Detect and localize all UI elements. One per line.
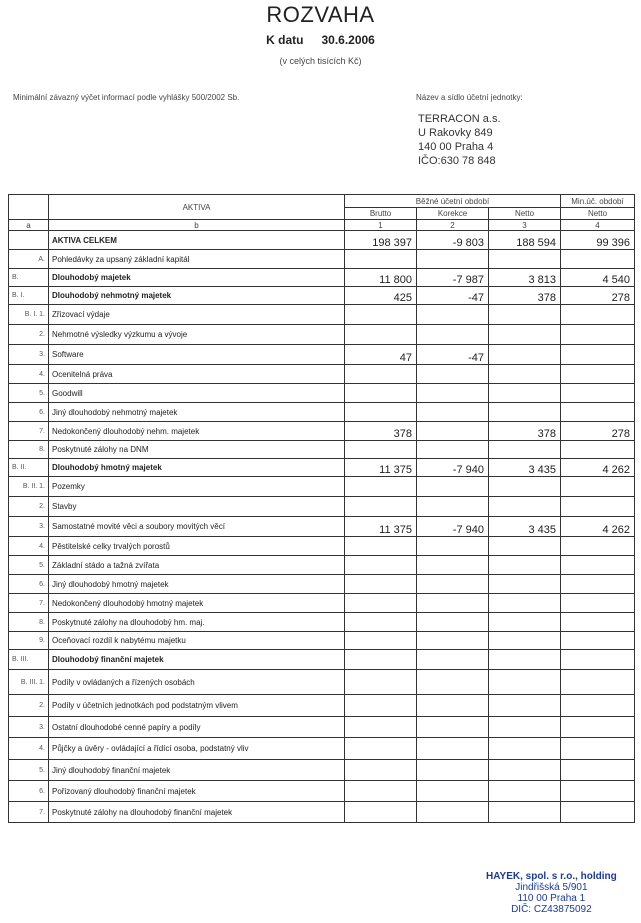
row-netto: [489, 403, 561, 422]
table-row: [9, 250, 635, 269]
row-korekce: [417, 594, 489, 613]
table-row: [9, 802, 635, 823]
row-netto: [489, 632, 561, 650]
row-label: Poskytnuté zálohy na dlouhodobý hm. maj.: [49, 613, 345, 632]
row-label: Nehmotné výsledky výzkumu a vývoje: [49, 325, 345, 345]
row-brutto: [345, 695, 417, 717]
row-netto-prev: [561, 305, 635, 325]
row-label: Pěstitelské celky trvalých porostů: [49, 537, 345, 556]
header-col-2: 2: [417, 220, 489, 231]
row-korekce: [417, 477, 489, 497]
row-korekce: [417, 497, 489, 517]
header-korekce: Korekce: [417, 208, 489, 220]
row-netto-prev: [561, 695, 635, 717]
row-netto-prev: 4 262: [561, 459, 635, 477]
table-row: [9, 594, 635, 613]
row-code: 3.: [9, 717, 49, 738]
row-korekce: [417, 738, 489, 760]
row-brutto: [345, 305, 417, 325]
row-netto-prev: [561, 632, 635, 650]
row-korekce: [417, 537, 489, 556]
row-code: 6.: [9, 403, 49, 422]
stamp-line-1: HAYEK, spol. s r.o., holding: [486, 871, 617, 882]
row-korekce: -7 940: [417, 517, 489, 537]
row-netto-prev: [561, 497, 635, 517]
row-netto-prev: 4 540: [561, 269, 635, 287]
row-code: 7.: [9, 422, 49, 441]
table-row: [9, 287, 635, 305]
row-netto-prev: 278: [561, 422, 635, 441]
row-label: Oceňovací rozdíl k nabytému majetku: [49, 632, 345, 650]
row-netto-prev: 4 262: [561, 517, 635, 537]
header-col-b: b: [49, 220, 345, 231]
row-code: 7.: [9, 594, 49, 613]
header-previous-period: Min.úč. období: [561, 195, 635, 208]
row-brutto: [345, 403, 417, 422]
row-netto-prev: [561, 738, 635, 760]
table-row: [9, 738, 635, 760]
row-korekce: [417, 717, 489, 738]
row-netto: [489, 305, 561, 325]
company-stamp: [486, 871, 617, 915]
table-row: [9, 384, 635, 403]
row-brutto: [345, 556, 417, 575]
row-label: Jiný dlouhodobý finanční majetek: [49, 760, 345, 781]
row-label: AKTIVA CELKEM: [49, 231, 345, 250]
row-brutto: [345, 537, 417, 556]
table-row: [9, 497, 635, 517]
row-netto-prev: 278: [561, 287, 635, 305]
row-netto: [489, 384, 561, 403]
row-netto-prev: [561, 650, 635, 670]
row-netto: [489, 760, 561, 781]
row-brutto: 378: [345, 422, 417, 441]
row-brutto: [345, 497, 417, 517]
row-netto: [489, 537, 561, 556]
row-code: 3.: [9, 345, 49, 365]
row-label: Software: [49, 345, 345, 365]
row-netto-prev: [561, 345, 635, 365]
row-korekce: [417, 305, 489, 325]
row-label: Pohledávky za upsaný základní kapitál: [49, 250, 345, 269]
stamp-line-4: DIČ: CZ43875092: [511, 904, 592, 915]
row-korekce: [417, 403, 489, 422]
row-netto: [489, 695, 561, 717]
table-row: [9, 477, 635, 497]
row-brutto: [345, 613, 417, 632]
row-brutto: [345, 594, 417, 613]
table-header-row-3: [9, 220, 635, 231]
row-code: 3.: [9, 517, 49, 537]
table-row: [9, 670, 635, 695]
row-brutto: [345, 325, 417, 345]
header-aktiva: AKTIVA: [49, 195, 345, 220]
row-brutto: [345, 738, 417, 760]
row-netto: [489, 594, 561, 613]
table-body: [9, 231, 635, 823]
row-korekce: [417, 760, 489, 781]
header-col-a: a: [9, 220, 49, 231]
row-netto: [489, 556, 561, 575]
row-brutto: [345, 802, 417, 823]
row-netto: 378: [489, 287, 561, 305]
row-label: Základní stádo a tažná zvířata: [49, 556, 345, 575]
row-brutto: [345, 760, 417, 781]
row-korekce: [417, 613, 489, 632]
row-netto-prev: [561, 760, 635, 781]
row-netto-prev: [561, 403, 635, 422]
row-code: 2.: [9, 497, 49, 517]
row-korekce: [417, 441, 489, 459]
row-label: Jiný dlouhodobý nehmotný majetek: [49, 403, 345, 422]
header-col-3: 3: [489, 220, 561, 231]
row-code: B. III. 1.: [9, 670, 49, 695]
row-netto: [489, 613, 561, 632]
row-netto-prev: [561, 717, 635, 738]
row-netto: [489, 250, 561, 269]
row-code: B. III.: [9, 650, 49, 670]
row-label: Poskytnuté zálohy na DNM: [49, 441, 345, 459]
row-netto-prev: [561, 556, 635, 575]
row-korekce: [417, 802, 489, 823]
row-korekce: [417, 325, 489, 345]
table-row: [9, 632, 635, 650]
row-korekce: [417, 556, 489, 575]
row-brutto: [345, 365, 417, 384]
table-row: [9, 556, 635, 575]
row-netto-prev: [561, 384, 635, 403]
row-netto: [489, 497, 561, 517]
row-code: B.: [9, 269, 49, 287]
row-code: 4.: [9, 738, 49, 760]
date-value: 30.6.2006: [321, 33, 375, 47]
table-row: [9, 760, 635, 781]
row-code: B. I.: [9, 287, 49, 305]
row-label: Dlouhodobý hmotný majetek: [49, 459, 345, 477]
row-brutto: 198 397: [345, 231, 417, 250]
header-col-1: 1: [345, 220, 417, 231]
row-label: Zřizovací výdaje: [49, 305, 345, 325]
row-brutto: [345, 632, 417, 650]
row-label: Půjčky a úvěry - ovládající a řídící osoba, podstatný vliv: [49, 738, 345, 760]
row-code: 8.: [9, 613, 49, 632]
document-title: ROZVAHA: [266, 2, 375, 27]
row-code: B. I. 1.: [9, 305, 49, 325]
row-code: 5.: [9, 760, 49, 781]
row-netto-prev: [561, 802, 635, 823]
row-netto-prev: [561, 670, 635, 695]
row-netto-prev: [561, 441, 635, 459]
row-korekce: [417, 250, 489, 269]
row-label: Ocenitelná práva: [49, 365, 345, 384]
row-korekce: [417, 650, 489, 670]
row-code: 7.: [9, 802, 49, 823]
row-brutto: [345, 650, 417, 670]
row-korekce: [417, 695, 489, 717]
row-netto: [489, 477, 561, 497]
row-netto-prev: [561, 477, 635, 497]
balance-sheet-table: [8, 194, 635, 823]
row-label: Stavby: [49, 497, 345, 517]
row-korekce: [417, 575, 489, 594]
row-netto: [489, 802, 561, 823]
units-note: (v celých tisících Kč): [279, 56, 362, 66]
row-korekce: -47: [417, 345, 489, 365]
row-label: Samostatné movité věci a soubory movitých věcí: [49, 517, 345, 537]
row-brutto: 425: [345, 287, 417, 305]
row-netto: [489, 738, 561, 760]
table-header-row-1: [9, 195, 635, 208]
table-row: [9, 575, 635, 594]
table-row: [9, 695, 635, 717]
row-code: 9.: [9, 632, 49, 650]
row-label: Podíly v ovládaných a řízených osobách: [49, 670, 345, 695]
row-netto-prev: [561, 537, 635, 556]
table-row: [9, 441, 635, 459]
row-korekce: [417, 632, 489, 650]
company-city: 140 00 Praha 4: [418, 141, 494, 153]
row-korekce: -7 987: [417, 269, 489, 287]
table-row: [9, 269, 635, 287]
table-row: [9, 325, 635, 345]
row-brutto: [345, 441, 417, 459]
header-col-4: 4: [561, 220, 635, 231]
company-ico: IČO:630 78 848: [418, 155, 496, 167]
row-korekce: -47: [417, 287, 489, 305]
row-netto: [489, 345, 561, 365]
header-current-period: Běžné účetní období: [345, 195, 561, 208]
row-netto: [489, 717, 561, 738]
row-netto-prev: [561, 781, 635, 802]
row-korekce: [417, 384, 489, 403]
row-code: 8.: [9, 441, 49, 459]
row-netto: [489, 441, 561, 459]
row-brutto: 11 375: [345, 459, 417, 477]
header-netto-prev: Netto: [561, 208, 635, 220]
row-korekce: [417, 670, 489, 695]
row-netto: 3 435: [489, 517, 561, 537]
table-row: [9, 717, 635, 738]
header-netto: Netto: [489, 208, 561, 220]
row-korekce: [417, 781, 489, 802]
row-netto-prev: [561, 325, 635, 345]
row-code: 6.: [9, 781, 49, 802]
row-netto: 3 813: [489, 269, 561, 287]
row-korekce: -9 803: [417, 231, 489, 250]
row-code: 2.: [9, 695, 49, 717]
row-netto-prev: [561, 250, 635, 269]
row-netto: [489, 325, 561, 345]
table-row: [9, 422, 635, 441]
row-code: 4.: [9, 537, 49, 556]
table-row: [9, 650, 635, 670]
row-brutto: [345, 477, 417, 497]
row-brutto: [345, 384, 417, 403]
table-row: [9, 459, 635, 477]
row-brutto: 47: [345, 345, 417, 365]
row-korekce: [417, 365, 489, 384]
legal-basis-note: Minimální závazný výčet informací podle vyhlášky 500/2002 Sb.: [13, 93, 240, 102]
row-label: Dlouhodobý finanční majetek: [49, 650, 345, 670]
table-row: [9, 365, 635, 384]
row-brutto: [345, 575, 417, 594]
row-brutto: [345, 250, 417, 269]
row-netto: [489, 365, 561, 384]
row-korekce: [417, 422, 489, 441]
stamp-line-3: 110 00 Praha 1: [517, 893, 586, 904]
balance-date: [0, 33, 641, 47]
row-netto-prev: [561, 575, 635, 594]
row-code: A.: [9, 250, 49, 269]
row-label: Nedokončený dlouhodobý nehm. majetek: [49, 422, 345, 441]
company-street: U Rakovky 849: [418, 127, 493, 139]
row-code: 2.: [9, 325, 49, 345]
row-netto: [489, 781, 561, 802]
table-row: [9, 231, 635, 250]
row-netto: 378: [489, 422, 561, 441]
row-brutto: [345, 781, 417, 802]
row-brutto: 11 375: [345, 517, 417, 537]
row-label: Goodwill: [49, 384, 345, 403]
row-label: Poskytnuté zálohy na dlouhodobý finanční majetek: [49, 802, 345, 823]
row-netto: [489, 670, 561, 695]
row-code: 4.: [9, 365, 49, 384]
row-netto-prev: [561, 365, 635, 384]
company-name: TERRACON a.s.: [418, 113, 501, 125]
row-code: 6.: [9, 575, 49, 594]
row-label: Nedokončený dlouhodobý hmotný majetek: [49, 594, 345, 613]
row-label: Dlouhodobý nehmotný majetek: [49, 287, 345, 305]
stamp-line-2: Jindřišská 5/901: [515, 882, 588, 893]
row-netto-prev: [561, 613, 635, 632]
row-label: Pořizovaný dlouhodobý finanční majetek: [49, 781, 345, 802]
table-row: [9, 781, 635, 802]
row-label: Pozemky: [49, 477, 345, 497]
table-row: [9, 517, 635, 537]
table-row: [9, 305, 635, 325]
header-col-a-top: [9, 195, 49, 220]
row-label: Dlouhodobý majetek: [49, 269, 345, 287]
company-address: [418, 112, 501, 168]
row-korekce: -7 940: [417, 459, 489, 477]
row-brutto: [345, 670, 417, 695]
table-row: [9, 537, 635, 556]
row-code: B. II.: [9, 459, 49, 477]
row-label: Podíly v účetních jednotkách pod podstatným vlivem: [49, 695, 345, 717]
row-code: [9, 231, 49, 250]
row-netto: [489, 575, 561, 594]
row-netto: [489, 650, 561, 670]
table-row: [9, 345, 635, 365]
row-code: 5.: [9, 384, 49, 403]
table-row: [9, 403, 635, 422]
table-row: [9, 613, 635, 632]
row-label: Ostatní dlouhodobé cenné papíry a podíly: [49, 717, 345, 738]
header-brutto: Brutto: [345, 208, 417, 220]
row-code: B. II. 1.: [9, 477, 49, 497]
row-label: Jiný dlouhodobý hmotný majetek: [49, 575, 345, 594]
entity-heading: Název a sídlo účetní jednotky:: [416, 93, 523, 102]
date-label: K datu: [266, 33, 304, 47]
row-brutto: 11 800: [345, 269, 417, 287]
row-netto-prev: [561, 594, 635, 613]
row-brutto: [345, 717, 417, 738]
row-code: 5.: [9, 556, 49, 575]
row-netto: 3 435: [489, 459, 561, 477]
row-netto-prev: 99 396: [561, 231, 635, 250]
row-netto: 188 594: [489, 231, 561, 250]
